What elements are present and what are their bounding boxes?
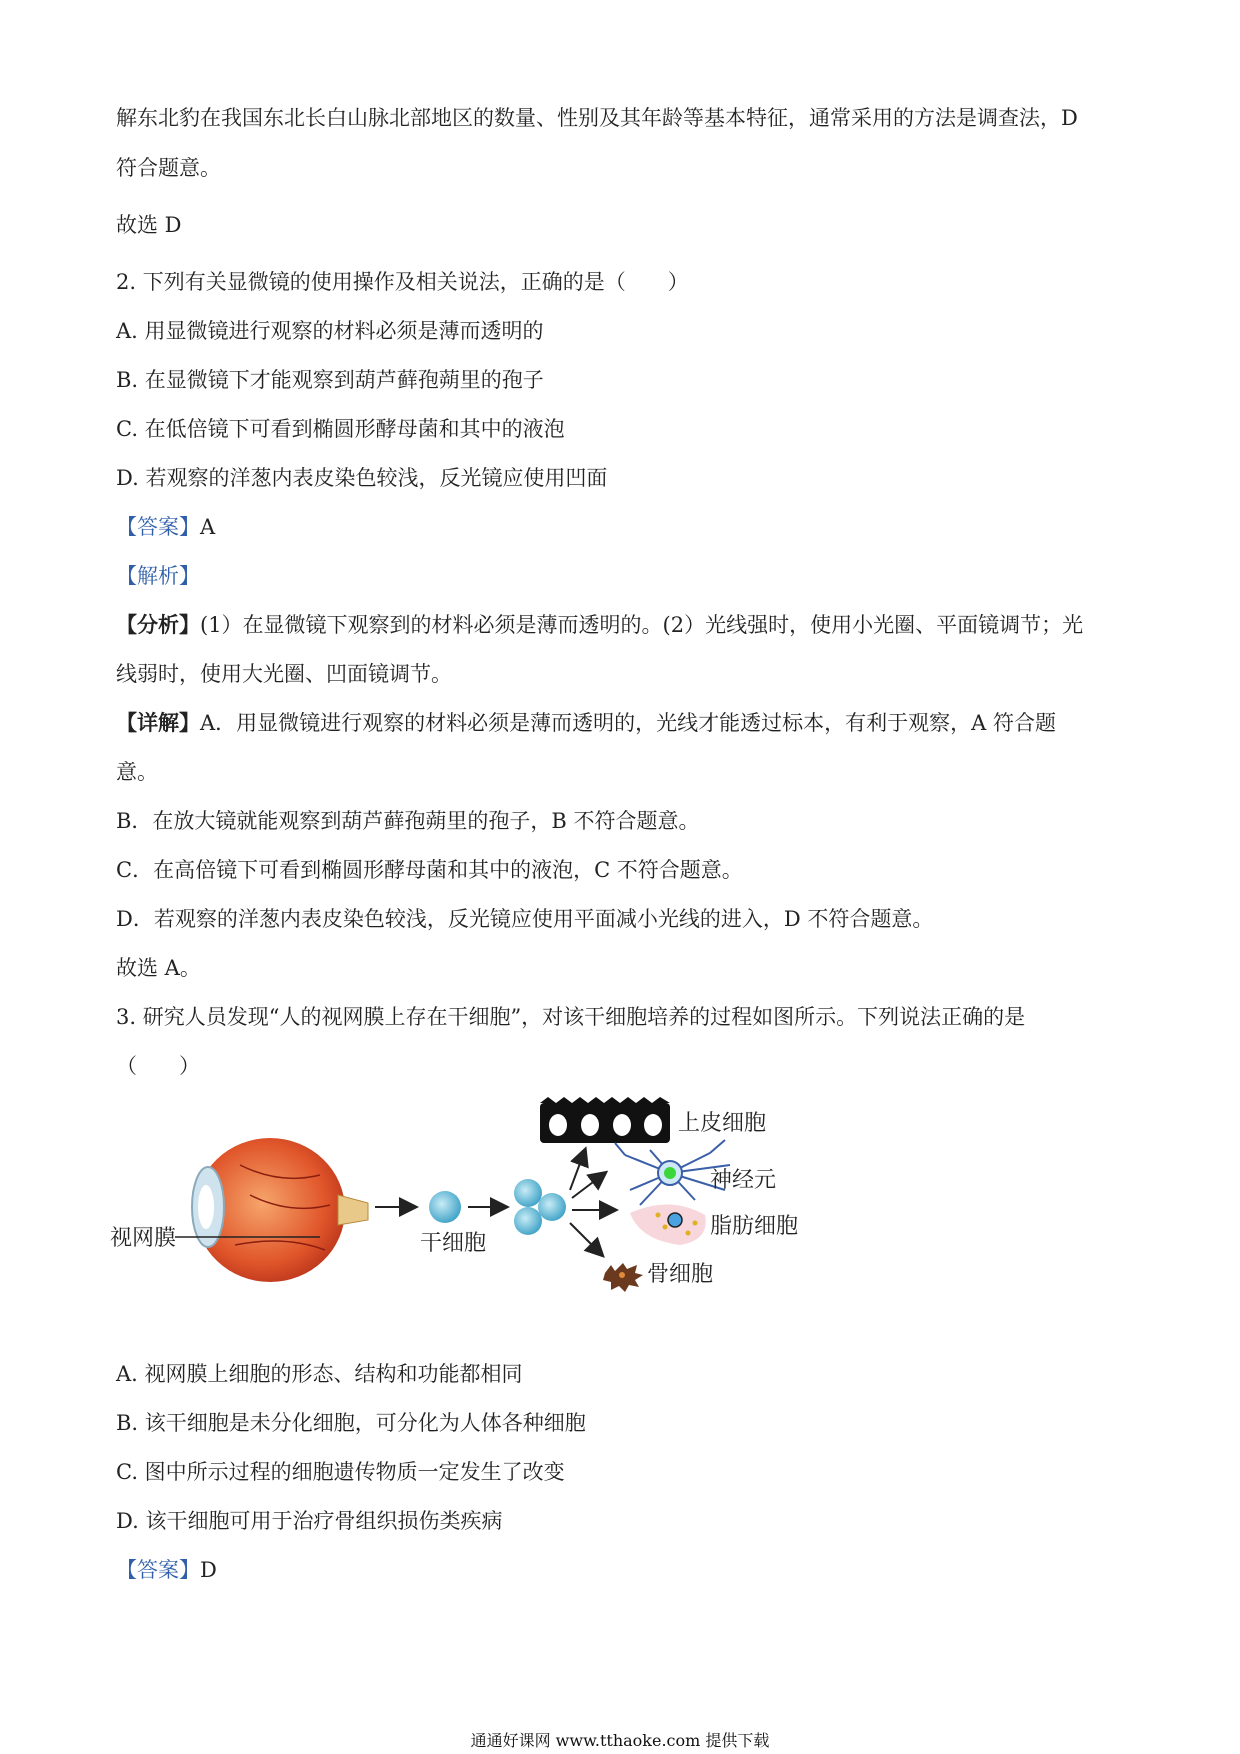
xiangjie-text: A．用显微镜进行观察的材料必须是薄而透明的，光线才能透过标本，有利于观察，A 符合题	[200, 711, 1057, 735]
fenxi-text: (1）在显微镜下观察到的材料必须是薄而透明的。(2）光线强时，使用小光圈、平面镜调节；光	[200, 613, 1084, 637]
stem-cell	[429, 1191, 461, 1223]
q3-option-c: C. 图中所示过程的细胞遗传物质一定发生了改变	[116, 1460, 565, 1484]
text-line: C．在高倍镜下可看到椭圆形酵母菌和其中的液泡，C 不符合题意。	[116, 858, 743, 882]
text-line: 故选 D	[116, 213, 182, 237]
fat-cell-label: 脂肪细胞	[710, 1214, 799, 1239]
bone-cell-label: 骨细胞	[647, 1262, 714, 1287]
xiangjie-line	[116, 709, 1056, 737]
text-line: 意。	[116, 760, 158, 784]
epithelial-cells	[540, 1097, 670, 1143]
xiangjie-tag: 【详解】	[116, 710, 200, 735]
option-a: A. 用显微镜进行观察的材料必须是薄而透明的	[116, 319, 544, 343]
eyeball-illustration	[192, 1138, 368, 1282]
epithelial-label: 上皮细胞	[678, 1111, 767, 1136]
retina-label: 视网膜	[110, 1226, 177, 1251]
question-3: 3. 研究人员发现“人的视网膜上存在干细胞”，对该干细胞培养的过程如图所示。下列说法正确的是	[116, 1005, 1026, 1029]
arrow	[570, 1223, 602, 1255]
question-2: 2. 下列有关显微镜的使用操作及相关说法，正确的是（ ）	[116, 270, 689, 294]
answer-line	[116, 513, 215, 541]
answer-3-value: D	[200, 1558, 217, 1582]
arrow	[570, 1150, 585, 1190]
footer-watermark: 通通好课网 www.tthaoke.com 提供下载	[470, 1731, 770, 1750]
neuron-label: 神经元	[710, 1168, 777, 1193]
text-line: 线弱时，使用大光圈、凹面镜调节。	[116, 662, 452, 686]
stem-cell-label: 干细胞	[420, 1231, 487, 1256]
dividing-cells	[514, 1179, 566, 1235]
q3-option-a: A. 视网膜上细胞的形态、结构和功能都相同	[116, 1362, 523, 1386]
bone-cell	[603, 1263, 643, 1292]
text-line: D．若观察的洋葱内表皮染色较浅，反光镜应使用平面减小光线的进入，D 不符合题意。	[116, 907, 934, 931]
analysis-line	[116, 562, 200, 590]
text-line: 解东北豹在我国东北长白山脉北部地区的数量、性别及其年龄等基本特征，通常采用的方法是调查法，D	[116, 106, 1078, 130]
fenxi-line	[116, 611, 1083, 639]
option-b: B. 在显微镜下才能观察到葫芦藓孢蒴里的孢子	[116, 368, 544, 392]
answer-value: A	[200, 515, 216, 539]
option-d: D. 若观察的洋葱内表皮染色较浅，反光镜应使用凹面	[116, 466, 608, 490]
q3-option-d: D. 该干细胞可用于治疗骨组织损伤类疾病	[116, 1509, 503, 1533]
fenxi-tag: 【分析】	[116, 612, 200, 637]
answer-3-line	[116, 1556, 217, 1584]
answer-3-tag: 【答案】	[116, 1558, 200, 1582]
option-c: C. 在低倍镜下可看到椭圆形酵母菌和其中的液泡	[116, 417, 565, 441]
text-line: B．在放大镜就能观察到葫芦藓孢蒴里的孢子，B 不符合题意。	[116, 809, 700, 833]
question-3-paren: （ ）	[116, 1054, 200, 1078]
answer-tag: 【答案】	[116, 515, 200, 539]
text-line: 故选 A。	[116, 956, 201, 980]
q3-option-b: B. 该干细胞是未分化细胞，可分化为人体各种细胞	[116, 1411, 586, 1435]
stem-cell-figure	[110, 1095, 870, 1330]
analysis-tag: 【解析】	[116, 564, 200, 588]
arrow	[572, 1173, 605, 1198]
text-line: 符合题意。	[116, 156, 221, 180]
fat-cell	[630, 1204, 706, 1245]
